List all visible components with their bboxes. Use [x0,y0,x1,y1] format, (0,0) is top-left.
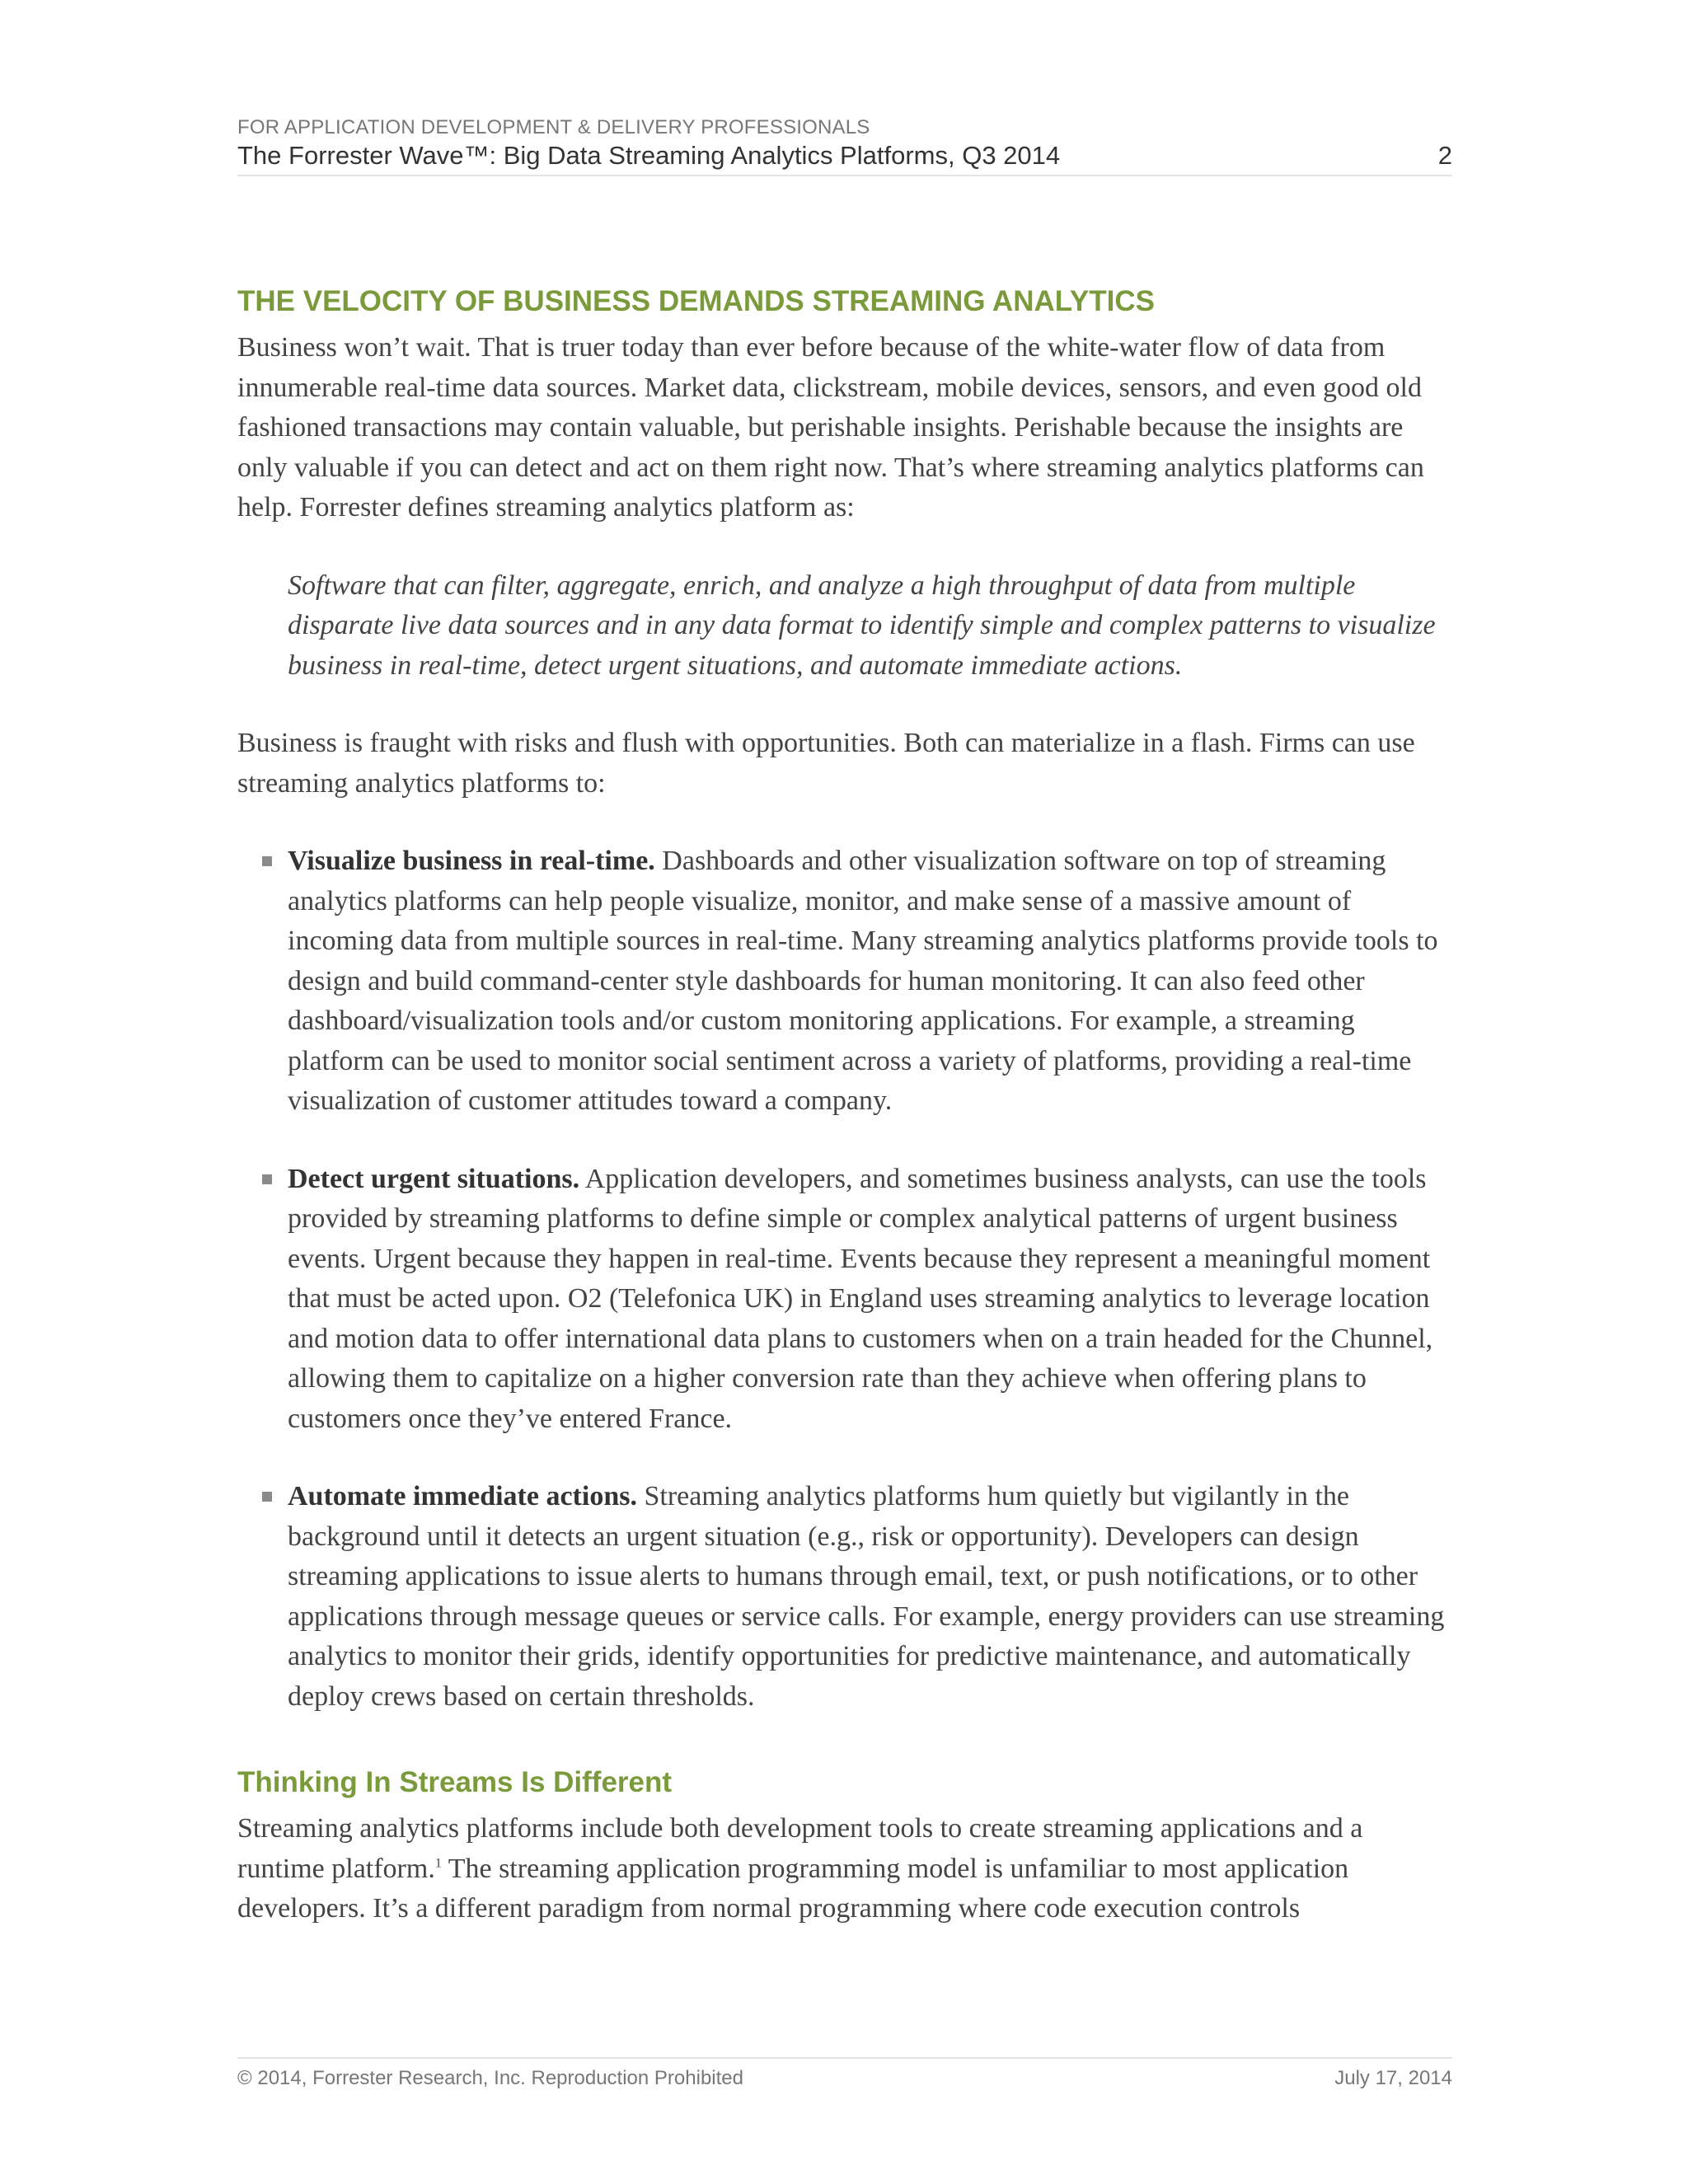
page-footer [237,2057,1452,2090]
list-item-text: Application developers, and sometimes business analysts, can use the tools provided by streaming platforms to define simple or complex analytical patterns of urgent business events. Urgent because they happen in real-time. Events because they represent a meaningful moment that must be acted upon. O2 (Telefonica UK) in England uses streaming analytics to leverage location and motion data to offer international data plans to customers when on a train headed for the Chunnel, allowing them to capitalize on a higher conversion rate than they achieve when offering plans to customers once they’ve entered France. [288,1163,1433,1434]
capabilities-list [237,841,1452,1717]
opportunities-paragraph: Business is fraught with risks and flush with opportunities. Both can materialize in a flash. Firms can use streaming analytics platforms to: [237,728,1415,799]
list-item-text: Streaming analytics platforms hum quietly but vigilantly in the background until it detects an urgent situation (e.g., risk or opportunity). Developers can design streaming applications to issue alerts to humans through email, text, or push notifications, or to other applications through message queues or service calls. For example, energy providers can use streaming analytics to monitor their grids, identify opportunities for predictive maintenance, and automatically deploy crews based on certain thresholds. [288,1481,1445,1712]
report-title: The Forrester Wave™: Big Data Streaming Analytics Platforms, Q3 2014 [237,141,1061,170]
list-item-lead: Detect urgent situations. [288,1163,580,1194]
list-item [237,1160,1452,1440]
intro-paragraph: Business won’t wait. That is truer today than ever before because of the white-water flow of data from innumerable real-time data sources. Market data, clickstream, mobile devices, sensors, and even good old fashioned transactions may contain valuable, but perishable insights. Perishable because the insights are only valuable if you can detect and act on them right now. That’s where streaming analytics platforms can help. Forrester defines streaming analytics platform as: [237,332,1424,523]
list-item-text: Dashboards and other visualization software on top of streaming analytics platforms can help people visualize, monitor, and make sense of a massive amount of incoming data from multiple sources in real-time. Many streaming analytics platforms provide tools to design and build command-center style dashboards for human monitoring. It can also feed other dashboard/visualization tools and/or custom monitoring applications. For example, a streaming platform can be used to monitor social sentiment across a variety of platforms, providing a real-time visualization of customer attitudes toward a company. [288,846,1438,1116]
page-content [237,284,1452,1929]
report-kicker: FOR APPLICATION DEVELOPMENT & DELIVERY PROFESSIONALS [237,116,870,138]
list-item-lead: Automate immediate actions. [288,1481,637,1511]
streams-paragraph [237,1809,1452,1929]
section-heading: THE VELOCITY OF BUSINESS DEMANDS STREAMING ANALYTICS [237,285,1155,317]
square-bullet-icon [262,1492,272,1502]
page-header [237,115,1452,176]
square-bullet-icon [262,856,272,866]
publish-date: July 17, 2014 [1334,2067,1452,2089]
paragraph-text: Streaming analytics platforms include both development tools to create streaming applications and a runtime platform. [237,1813,1363,1884]
list-item [237,841,1452,1122]
paragraph-text-continued: The streaming application programming model is unfamiliar to most application developers. It’s a different paradigm from normal programming where code execution controls [237,1853,1349,1924]
definition-quote: Software that can filter, aggregate, enrich, and analyze a high throughput of data from multiple disparate live data sources and in any data format to identify simple and complex patterns to visualize business in real-time, detect urgent situations, and automate immediate actions. [288,569,1436,681]
page-number: 2 [1437,141,1452,170]
subsection-heading: Thinking In Streams Is Different [237,1766,673,1798]
square-bullet-icon [262,1174,272,1184]
list-item [237,1477,1452,1717]
copyright-notice: © 2014, Forrester Research, Inc. Reproduction Prohibited [237,2067,743,2089]
list-item-lead: Visualize business in real-time. [288,846,655,876]
header-title-row [237,140,1452,171]
footnote-ref[interactable]: 1 [434,1856,442,1871]
